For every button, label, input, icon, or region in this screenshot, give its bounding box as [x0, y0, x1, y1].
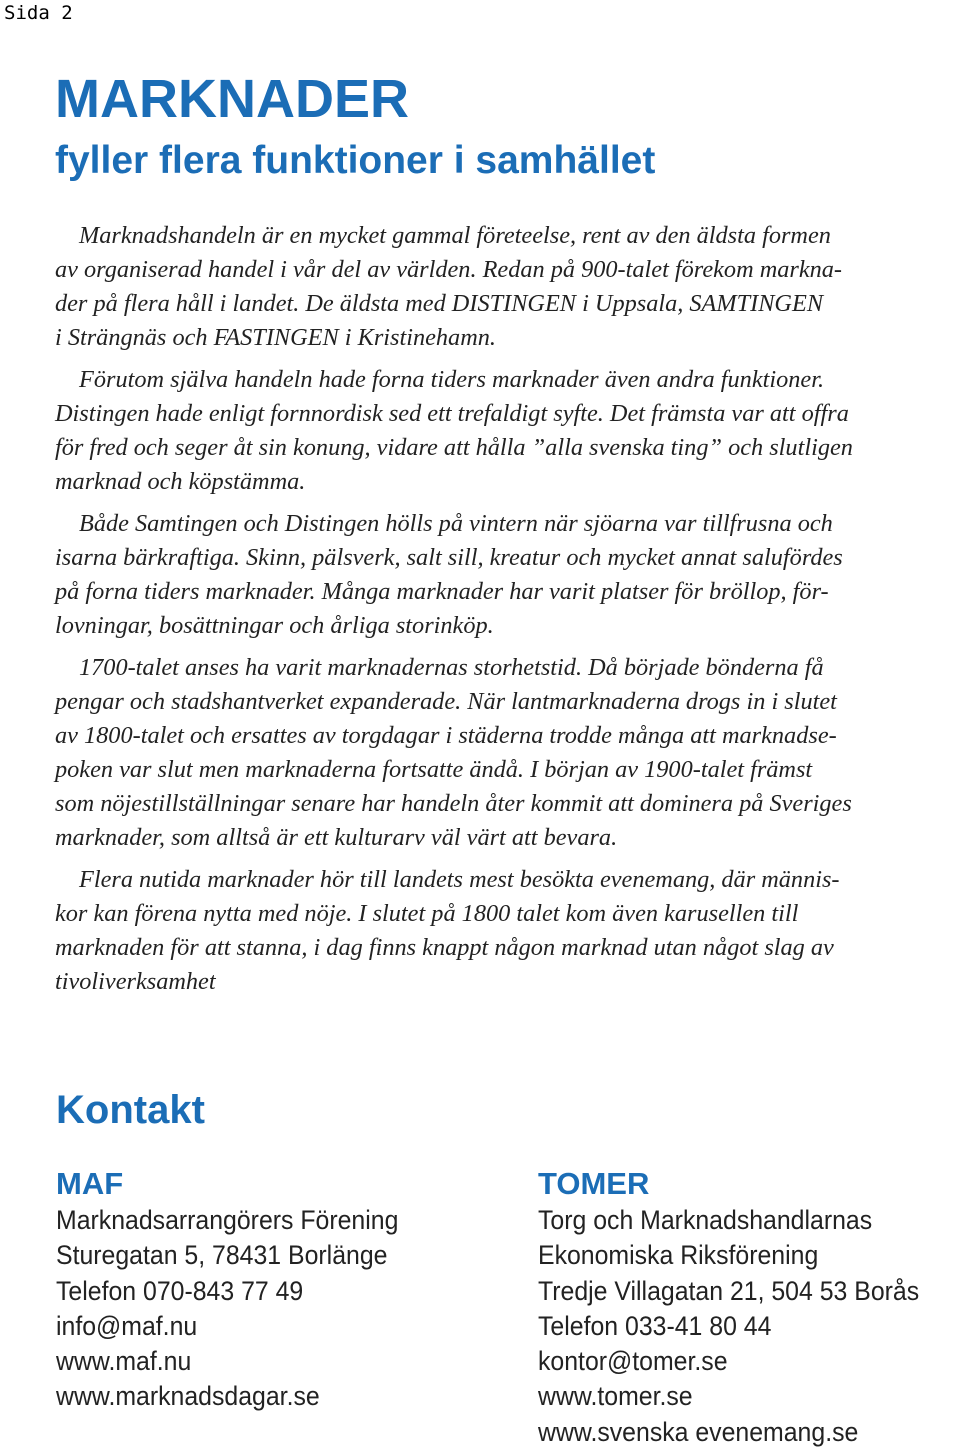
- page-label: Sida 2: [4, 2, 73, 24]
- page-title: MARKNADER: [55, 69, 409, 129]
- page-subtitle: fyller flera funktioner i samhället: [55, 139, 656, 182]
- org-website: www.svenska evenemang.se: [538, 1416, 859, 1447]
- paragraph-4-line: 1700-talet anses ha varit marknadernas storhetstid. Då började bönderna få: [79, 654, 824, 681]
- org-name: MAF: [56, 1166, 124, 1201]
- paragraph-5-line: kor kan förena nytta med nöje. I slutet på 1800 talet kom även karusellen till: [55, 900, 799, 927]
- org-email: kontor@tomer.se: [538, 1346, 728, 1377]
- paragraph-4-line: marknader, som alltså är ett kulturarv väl värt att bevara.: [55, 824, 618, 851]
- org-address: Sturegatan 5, 78431 Borlänge: [56, 1240, 388, 1271]
- paragraph-1-line: der på flera håll i landet. De äldsta med DISTINGEN i Uppsala, SAMTINGEN: [55, 290, 824, 317]
- paragraph-4-line: som nöjestillställningar senare har handeln åter kommit att dominera på Sveriges: [55, 790, 852, 817]
- paragraph-3-line: lovningar, bosättningar och årliga storinköp.: [55, 612, 494, 639]
- paragraph-3-line: på forna tiders marknader. Många marknader har varit platser för bröllop, för-: [55, 578, 829, 605]
- org-full-name: Marknadsarrangörers Förening: [56, 1205, 399, 1235]
- contact-maf: [56, 1165, 428, 1415]
- org-email: info@maf.nu: [56, 1310, 198, 1341]
- paragraph-1-line: Marknadshandeln är en mycket gammal företeelse, rent av den äldsta formen: [79, 222, 831, 249]
- paragraph-5-line: tivoliverksamhet: [55, 968, 216, 995]
- org-phone: Telefon 070-843 77 49: [56, 1275, 304, 1306]
- paragraph-1-line: i Strängnäs och FASTINGEN i Kristinehamn.: [55, 324, 496, 351]
- org-website: www.maf.nu: [56, 1346, 192, 1377]
- paragraph-1-line: av organiserad handel i vår del av världen. Redan på 900-talet förekom markna-: [55, 256, 843, 283]
- contact-heading: Kontakt: [56, 1088, 205, 1132]
- paragraph-4-line: poken var slut men marknaderna fortsatte ändå. I början av 1900-talet främst: [55, 756, 813, 783]
- paragraph-5-line: Flera nutida marknader hör till landets mest besökta evenemang, där männis-: [79, 866, 840, 893]
- org-name: TOMER: [538, 1166, 650, 1201]
- org-website: www.marknadsdagar.se: [56, 1381, 320, 1412]
- contact-tomer: [538, 1165, 952, 1450]
- org-website: www.tomer.se: [538, 1381, 693, 1412]
- paragraph-2-line: Förutom själva handeln hade forna tiders marknader även andra funktioner.: [79, 366, 825, 393]
- paragraph-3-line: isarna bärkraftiga. Skinn, pälsverk, salt sill, kreatur och mycket annat salufördes: [55, 544, 843, 571]
- paragraph-4-line: av 1800-talet och ersattes av torgdagar i städerna trodde många att marknadse-: [55, 722, 837, 749]
- org-phone: Telefon 033-41 80 44: [538, 1310, 772, 1341]
- paragraph-2-line: för fred och seger åt sin konung, vidare att hålla ”alla svenska ting” och slutligen: [55, 434, 853, 461]
- paragraph-2-line: marknad och köpstämma.: [55, 468, 306, 495]
- org-address: Tredje Villagatan 21, 504 53 Borås: [538, 1275, 920, 1306]
- org-full-name: Ekonomiska Riksförening: [538, 1240, 819, 1271]
- article-body: [55, 219, 960, 999]
- paragraph-4-line: pengar och stadshantverket expanderade. När lantmarknaderna drogs in i slutet: [55, 688, 837, 715]
- paragraph-3-line: Både Samtingen och Distingen hölls på vintern när sjöarna var tillfrusna och: [79, 510, 833, 537]
- paragraph-2-line: Distingen hade enligt fornnordisk sed ett trefaldigt syfte. Det främsta var att offra: [55, 400, 849, 427]
- org-full-name: Torg och Marknadshandlarnas: [538, 1205, 873, 1235]
- paragraph-5-line: marknaden för att stanna, i dag finns knappt någon marknad utan något slag av: [55, 934, 834, 961]
